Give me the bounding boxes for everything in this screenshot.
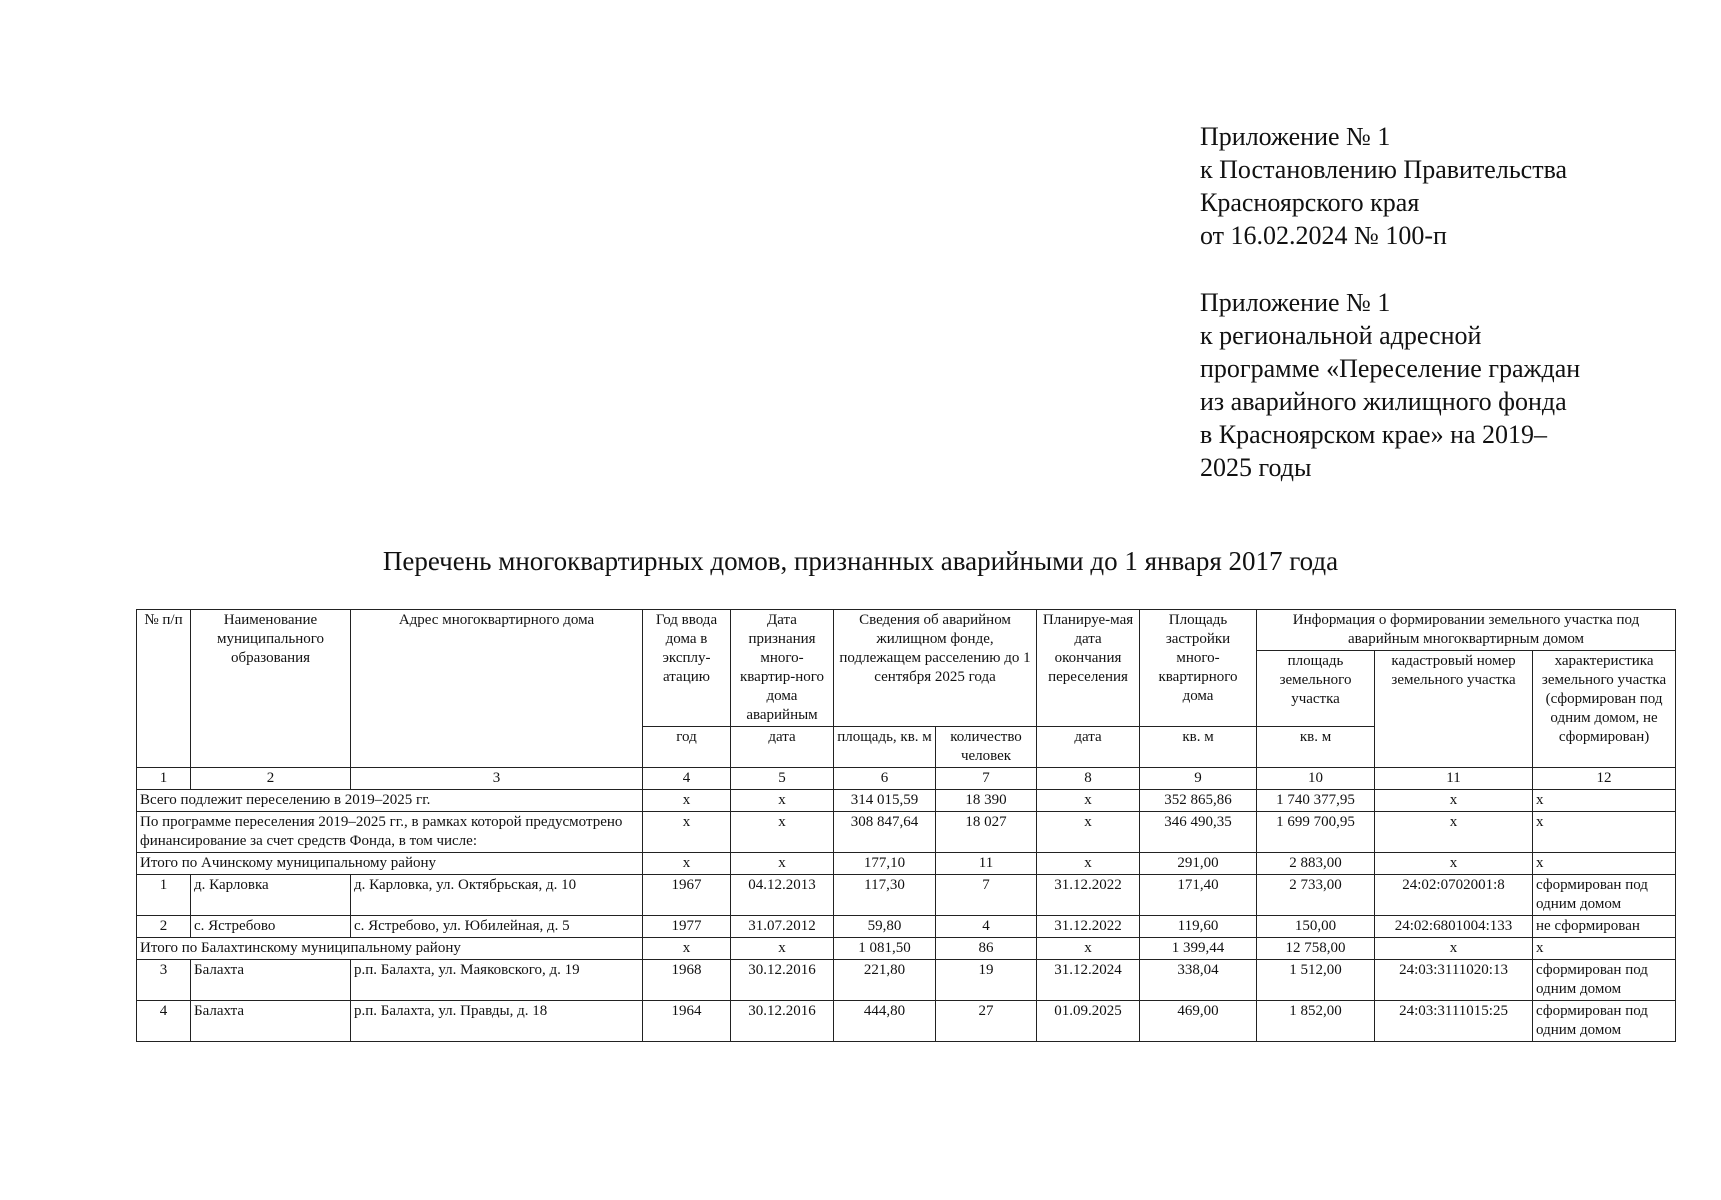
emergency-area: 59,80 [834, 916, 936, 938]
commission-year: 1977 [643, 916, 731, 938]
summary-label: Итого по Балахтинскому муниципальному району [137, 938, 643, 960]
building-area: 338,04 [1140, 960, 1257, 1001]
emergency-date: 31.07.2012 [731, 916, 834, 938]
land-plot-area: 150,00 [1257, 916, 1375, 938]
table-row [137, 916, 1676, 938]
header-group-10-12: Информация о формировании земельного участка под аварийным многоквартирным домом [1257, 610, 1676, 651]
emergency-area: 444,80 [834, 1001, 936, 1042]
appendix-line: к региональной адресной [1200, 321, 1482, 350]
house-address: д. Карловка, ул. Октябрьская, д. 10 [351, 875, 643, 916]
land-plot-status: х [1533, 938, 1676, 960]
land-plot-status: х [1533, 790, 1676, 812]
planned-end-date: х [1037, 853, 1140, 875]
appendix-line: программе «Переселение граждан [1200, 354, 1581, 383]
commission-year: 1968 [643, 960, 731, 1001]
cadastral-number: 24:03:3111015:25 [1375, 1001, 1533, 1042]
summary-label: Всего подлежит переселению в 2019–2025 гг. [137, 790, 643, 812]
header-col-10: площадь земельного участка [1257, 651, 1375, 727]
header-col-12: характеристика земельного участка (сформирован под одним домом, не сформирован) [1533, 651, 1676, 768]
summary-label: По программе переселения 2019–2025 гг., в рамках которой предусмотрено финансирование за счет средств Фонда, в том числе: [137, 812, 643, 853]
appendix-line: от 16.02.2024 № 100-п [1200, 221, 1447, 250]
residents-count: 7 [936, 875, 1037, 916]
emergency-date: х [731, 938, 834, 960]
emergency-area: 314 015,59 [834, 790, 936, 812]
land-plot-status: сформирован под одним домом [1533, 960, 1676, 1001]
planned-end-date: 31.12.2024 [1037, 960, 1140, 1001]
land-plot-status: х [1533, 853, 1676, 875]
document-title: Перечень многоквартирных домов, признанных аварийными до 1 января 2017 года [382, 546, 1339, 576]
column-number: 6 [834, 768, 936, 790]
column-number: 11 [1375, 768, 1533, 790]
emergency-area: 308 847,64 [834, 812, 936, 853]
row-number: 1 [137, 875, 191, 916]
column-number: 4 [643, 768, 731, 790]
land-plot-area: 2 883,00 [1257, 853, 1375, 875]
residents-count: 18 027 [936, 812, 1037, 853]
unit-col-6: площадь, кв. м [834, 727, 936, 768]
header-col-2: Наименование муниципального образования [191, 610, 351, 768]
column-number-row [137, 768, 1676, 790]
cadastral-number: х [1375, 812, 1533, 853]
header-col-5: Дата признания много-квартир-ного дома аварийным [731, 610, 834, 727]
building-area: 352 865,86 [1140, 790, 1257, 812]
emergency-date: 30.12.2016 [731, 1001, 834, 1042]
unit-col-9: кв. м [1140, 727, 1257, 768]
planned-end-date: 01.09.2025 [1037, 1001, 1140, 1042]
planned-end-date: х [1037, 790, 1140, 812]
land-plot-status: сформирован под одним домом [1533, 875, 1676, 916]
land-plot-area: 1 512,00 [1257, 960, 1375, 1001]
cadastral-number: х [1375, 853, 1533, 875]
commission-year: 1964 [643, 1001, 731, 1042]
planned-end-date: 31.12.2022 [1037, 916, 1140, 938]
house-address: р.п. Балахта, ул. Маяковского, д. 19 [351, 960, 643, 1001]
building-area: 346 490,35 [1140, 812, 1257, 853]
column-number: 8 [1037, 768, 1140, 790]
cadastral-number: х [1375, 938, 1533, 960]
row-number: 4 [137, 1001, 191, 1042]
column-number: 1 [137, 768, 191, 790]
house-address: с. Ястребово, ул. Юбилейная, д. 5 [351, 916, 643, 938]
municipality-name: Балахта [191, 960, 351, 1001]
cadastral-number: 24:03:3111020:13 [1375, 960, 1533, 1001]
column-number: 9 [1140, 768, 1257, 790]
appendix-line: 2025 годы [1200, 453, 1312, 482]
land-plot-area: 1 740 377,95 [1257, 790, 1375, 812]
commission-year: х [643, 812, 731, 853]
summary-label: Итого по Ачинскому муниципальному району [137, 853, 643, 875]
header-col-3: Адрес многоквартирного дома [351, 610, 643, 768]
appendix-line: Приложение № 1 [1200, 288, 1391, 317]
residents-count: 11 [936, 853, 1037, 875]
emergency-date: х [731, 853, 834, 875]
column-number: 10 [1257, 768, 1375, 790]
commission-year: х [643, 938, 731, 960]
unit-col-4: год [643, 727, 731, 768]
planned-end-date: х [1037, 938, 1140, 960]
cadastral-number: х [1375, 790, 1533, 812]
land-plot-area: 1 852,00 [1257, 1001, 1375, 1042]
appendix-line: Приложение № 1 [1200, 122, 1391, 151]
emergency-housing-table [136, 609, 1676, 1042]
unit-col-5: дата [731, 727, 834, 768]
building-area: 469,00 [1140, 1001, 1257, 1042]
column-number: 2 [191, 768, 351, 790]
table-row [137, 960, 1676, 1001]
emergency-area: 177,10 [834, 853, 936, 875]
land-plot-area: 1 699 700,95 [1257, 812, 1375, 853]
residents-count: 27 [936, 1001, 1037, 1042]
header-col-11: кадастровый номер земельного участка [1375, 651, 1533, 768]
emergency-date: 04.12.2013 [731, 875, 834, 916]
column-number: 7 [936, 768, 1037, 790]
appendix-header-decree [1200, 120, 1567, 252]
appendix-header-program [1200, 286, 1580, 484]
row-number: 3 [137, 960, 191, 1001]
residents-count: 4 [936, 916, 1037, 938]
summary-row [137, 938, 1676, 960]
commission-year: 1967 [643, 875, 731, 916]
column-number: 5 [731, 768, 834, 790]
header-col-1: № п/п [137, 610, 191, 768]
emergency-area: 1 081,50 [834, 938, 936, 960]
house-address: р.п. Балахта, ул. Правды, д. 18 [351, 1001, 643, 1042]
column-number: 3 [351, 768, 643, 790]
land-plot-area: 2 733,00 [1257, 875, 1375, 916]
appendix-line: в Красноярском крае» на 2019– [1200, 420, 1548, 449]
emergency-date: 30.12.2016 [731, 960, 834, 1001]
appendix-line: Красноярского края [1200, 188, 1420, 217]
residents-count: 86 [936, 938, 1037, 960]
cadastral-number: 24:02:0702001:8 [1375, 875, 1533, 916]
emergency-date: х [731, 812, 834, 853]
municipality-name: Балахта [191, 1001, 351, 1042]
unit-col-8: дата [1037, 727, 1140, 768]
unit-col-7: количество человек [936, 727, 1037, 768]
appendix-line: из аварийного жилищного фонда [1200, 387, 1567, 416]
emergency-area: 221,80 [834, 960, 936, 1001]
residents-count: 18 390 [936, 790, 1037, 812]
emergency-area: 117,30 [834, 875, 936, 916]
municipality-name: д. Карловка [191, 875, 351, 916]
row-number: 2 [137, 916, 191, 938]
land-plot-status: сформирован под одним домом [1533, 1001, 1676, 1042]
header-col-4: Год ввода дома в эксплу-атацию [643, 610, 731, 727]
planned-end-date: х [1037, 812, 1140, 853]
table-row [137, 1001, 1676, 1042]
building-area: 1 399,44 [1140, 938, 1257, 960]
header-group-6-7: Сведения об аварийном жилищном фонде, подлежащем расселению до 1 сентября 2025 года [834, 610, 1037, 727]
table-row [137, 875, 1676, 916]
building-area: 171,40 [1140, 875, 1257, 916]
building-area: 119,60 [1140, 916, 1257, 938]
header-row-1 [137, 610, 1676, 651]
summary-row [137, 790, 1676, 812]
commission-year: х [643, 790, 731, 812]
header-col-8: Планируе-мая дата окончания переселения [1037, 610, 1140, 727]
header-col-9: Площадь застройки много-квартирного дома [1140, 610, 1257, 727]
commission-year: х [643, 853, 731, 875]
column-number: 12 [1533, 768, 1676, 790]
unit-col-10: кв. м [1257, 727, 1375, 768]
cadastral-number: 24:02:6801004:133 [1375, 916, 1533, 938]
summary-row [137, 853, 1676, 875]
land-plot-status: х [1533, 812, 1676, 853]
emergency-date: х [731, 790, 834, 812]
building-area: 291,00 [1140, 853, 1257, 875]
appendix-line: к Постановлению Правительства [1200, 155, 1568, 184]
planned-end-date: 31.12.2022 [1037, 875, 1140, 916]
land-plot-status: не сформирован [1533, 916, 1676, 938]
summary-row [137, 812, 1676, 853]
residents-count: 19 [936, 960, 1037, 1001]
land-plot-area: 12 758,00 [1257, 938, 1375, 960]
municipality-name: с. Ястребово [191, 916, 351, 938]
